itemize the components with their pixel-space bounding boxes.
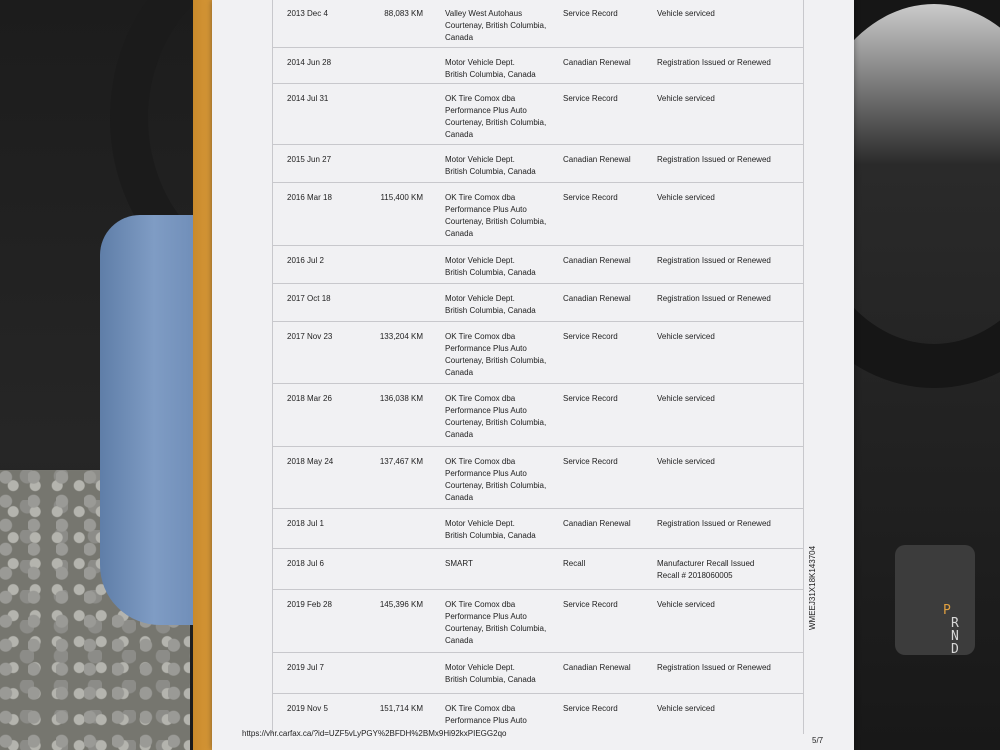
table-row bbox=[273, 246, 803, 284]
record-comments: Registration Issued or Renewed bbox=[657, 294, 771, 303]
record-comments: Registration Issued or Renewed bbox=[657, 663, 771, 672]
record-odometer: 136,038 KM bbox=[379, 394, 423, 403]
record-type: Service Record bbox=[563, 9, 618, 18]
record-source: OK Tire Comox dba Performance Plus Auto bbox=[445, 704, 527, 725]
record-type: Recall bbox=[563, 559, 586, 568]
table-row bbox=[273, 509, 803, 549]
table-row bbox=[273, 549, 803, 590]
record-source: Motor Vehicle Dept. British Columbia, Canada bbox=[445, 663, 536, 684]
record-type: Service Record bbox=[563, 94, 618, 103]
record-date: 2019 Feb 28 bbox=[287, 600, 332, 609]
record-odometer: 115,400 KM bbox=[380, 193, 423, 202]
table-row bbox=[273, 384, 803, 447]
record-odometer: 137,467 KM bbox=[379, 457, 423, 466]
gear-shifter bbox=[895, 545, 975, 655]
record-comments: Vehicle serviced bbox=[657, 94, 715, 103]
table-row bbox=[273, 48, 803, 84]
record-comments: Registration Issued or Renewed bbox=[657, 58, 771, 67]
record-odometer: 88,083 KM bbox=[384, 9, 423, 18]
carfax-report-page bbox=[212, 0, 854, 750]
record-comments: Vehicle serviced bbox=[657, 600, 715, 609]
record-date: 2017 Nov 23 bbox=[287, 332, 333, 341]
table-row bbox=[273, 590, 803, 653]
record-type: Canadian Renewal bbox=[563, 256, 631, 265]
record-type: Service Record bbox=[563, 394, 618, 403]
record-date: 2018 May 24 bbox=[287, 457, 334, 466]
record-source: Motor Vehicle Dept. British Columbia, Canada bbox=[445, 294, 536, 315]
shifter-rnd-label: R N D bbox=[951, 616, 959, 657]
record-date: 2018 Jul 6 bbox=[287, 559, 324, 568]
record-source: OK Tire Comox dba Performance Plus Auto Courtenay, British Columbia, Canada bbox=[445, 193, 547, 238]
record-date: 2014 Jul 31 bbox=[287, 94, 329, 103]
record-type: Service Record bbox=[563, 457, 618, 466]
record-odometer: 145,396 KM bbox=[379, 600, 423, 609]
record-comments: Registration Issued or Renewed bbox=[657, 256, 771, 265]
record-comments: Registration Issued or Renewed bbox=[657, 155, 771, 164]
record-date: 2016 Mar 18 bbox=[287, 193, 332, 202]
record-source: Motor Vehicle Dept. British Columbia, Canada bbox=[445, 519, 536, 540]
record-source: Valley West Autohaus Courtenay, British Columbia, Canada bbox=[445, 9, 547, 42]
record-date: 2017 Oct 18 bbox=[287, 294, 331, 303]
table-row bbox=[273, 284, 803, 322]
record-type: Service Record bbox=[563, 704, 618, 713]
table-row bbox=[273, 0, 803, 48]
record-comments: Manufacturer Recall Issued Recall # 2018060005 bbox=[657, 559, 755, 580]
record-comments: Vehicle serviced bbox=[657, 704, 715, 713]
record-date: 2019 Jul 7 bbox=[287, 663, 324, 672]
record-odometer: 133,204 KM bbox=[379, 332, 423, 341]
record-source: Motor Vehicle Dept. British Columbia, Canada bbox=[445, 155, 536, 176]
record-date: 2019 Nov 5 bbox=[287, 704, 328, 713]
history-table bbox=[272, 0, 804, 734]
record-date: 2014 Jun 28 bbox=[287, 58, 332, 67]
record-type: Canadian Renewal bbox=[563, 519, 631, 528]
table-row bbox=[273, 447, 803, 509]
record-comments: Vehicle serviced bbox=[657, 193, 715, 202]
record-source: Motor Vehicle Dept. British Columbia, Canada bbox=[445, 256, 536, 277]
record-odometer: 151,714 KM bbox=[379, 704, 423, 713]
record-date: 2015 Jun 27 bbox=[287, 155, 332, 164]
record-type: Canadian Renewal bbox=[563, 294, 631, 303]
record-source: OK Tire Comox dba Performance Plus Auto Courtenay, British Columbia, Canada bbox=[445, 600, 547, 645]
record-source: OK Tire Comox dba Performance Plus Auto Courtenay, British Columbia, Canada bbox=[445, 457, 547, 502]
shifter-p-label: P bbox=[943, 603, 951, 618]
record-comments: Registration Issued or Renewed bbox=[657, 519, 771, 528]
record-source: OK Tire Comox dba Performance Plus Auto Courtenay, British Columbia, Canada bbox=[445, 94, 547, 139]
record-date: 2016 Jul 2 bbox=[287, 256, 324, 265]
record-comments: Vehicle serviced bbox=[657, 457, 715, 466]
record-type: Canadian Renewal bbox=[563, 155, 631, 164]
record-date: 2018 Mar 26 bbox=[287, 394, 332, 403]
record-comments: Vehicle serviced bbox=[657, 9, 715, 18]
record-type: Service Record bbox=[563, 332, 618, 341]
table-row bbox=[273, 183, 803, 246]
report-url[interactable]: https://vhr.carfax.ca/?id=UZF5vLyPGY%2BFDH%2BMx9Hi92kxPIEGG2qo bbox=[242, 729, 507, 738]
record-type: Canadian Renewal bbox=[563, 58, 631, 67]
record-source: Motor Vehicle Dept. British Columbia, Canada bbox=[445, 58, 536, 79]
record-type: Service Record bbox=[563, 600, 618, 609]
table-row bbox=[273, 145, 803, 183]
record-comments: Vehicle serviced bbox=[657, 394, 715, 403]
vin-number: WMEEJ31X18K143704 bbox=[808, 545, 817, 630]
table-row bbox=[273, 84, 803, 145]
record-source: OK Tire Comox dba Performance Plus Auto Courtenay, British Columbia, Canada bbox=[445, 332, 547, 377]
record-comments: Vehicle serviced bbox=[657, 332, 715, 341]
table-row bbox=[273, 322, 803, 384]
table-row bbox=[273, 694, 803, 734]
record-source: SMART bbox=[445, 559, 473, 568]
table-row bbox=[273, 653, 803, 694]
record-date: 2013 Dec 4 bbox=[287, 9, 328, 18]
record-source: OK Tire Comox dba Performance Plus Auto Courtenay, British Columbia, Canada bbox=[445, 394, 547, 439]
record-type: Canadian Renewal bbox=[563, 663, 631, 672]
page-number: 5/7 bbox=[812, 736, 824, 745]
record-date: 2018 Jul 1 bbox=[287, 519, 324, 528]
record-type: Service Record bbox=[563, 193, 618, 202]
